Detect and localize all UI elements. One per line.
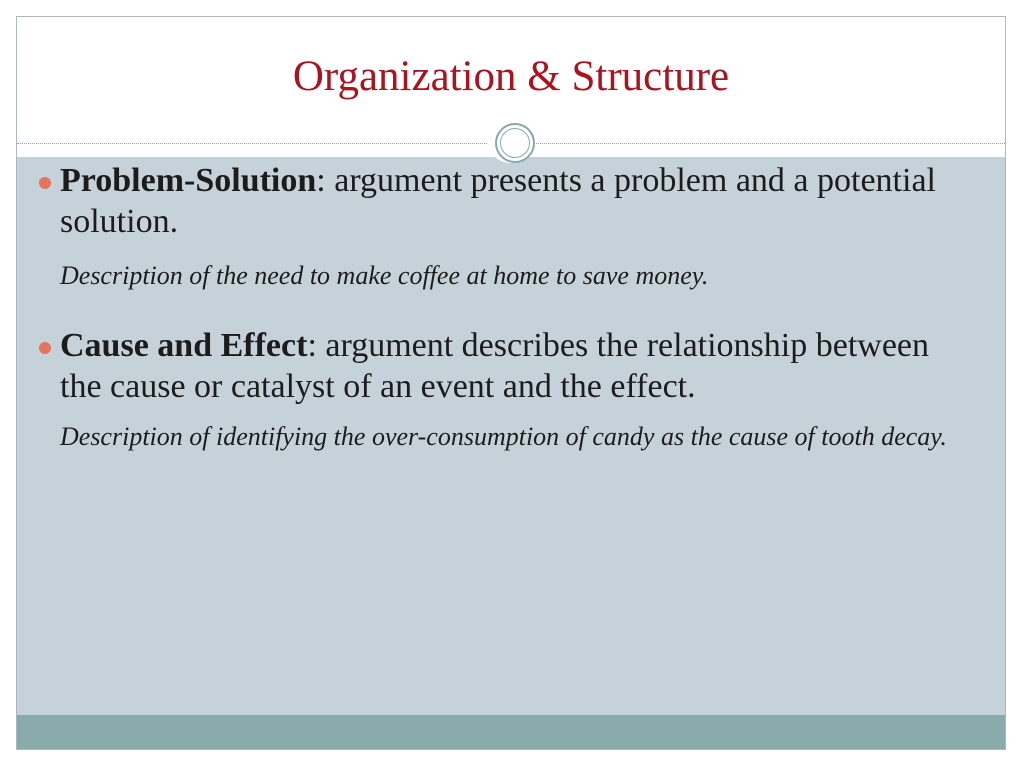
bullet-dot-icon (39, 342, 51, 354)
bullet-item-cause-and-effect (40, 325, 970, 407)
bullet-separator: : (316, 162, 326, 199)
bullet-item-problem-solution (40, 160, 970, 242)
slide-title: Organization & Structure (292, 53, 730, 100)
bullet-term: Problem-Solution (60, 162, 317, 199)
circle-ornament-icon (487, 115, 535, 163)
bullet-term: Cause and Effect (60, 327, 308, 364)
footer-bar (17, 715, 1005, 749)
bullet-description-problem-solution: Description of the need to make coffee at home to save money. (60, 261, 709, 290)
bullet-text: argument presents a problem and a potential solution. (60, 162, 936, 240)
bullet-dot-icon (39, 177, 51, 189)
circle-ornament-ring (495, 123, 535, 163)
bullet-separator: : (307, 327, 317, 364)
bullet-text: argument describes the relationship between the cause or catalyst of an event and the effect. (60, 327, 930, 405)
bullet-description-cause-and-effect: Description of identifying the over-consumption of candy as the cause of tooth decay. (60, 422, 947, 451)
circle-ornament-inner-ring (500, 128, 530, 158)
slide-body (40, 160, 970, 457)
